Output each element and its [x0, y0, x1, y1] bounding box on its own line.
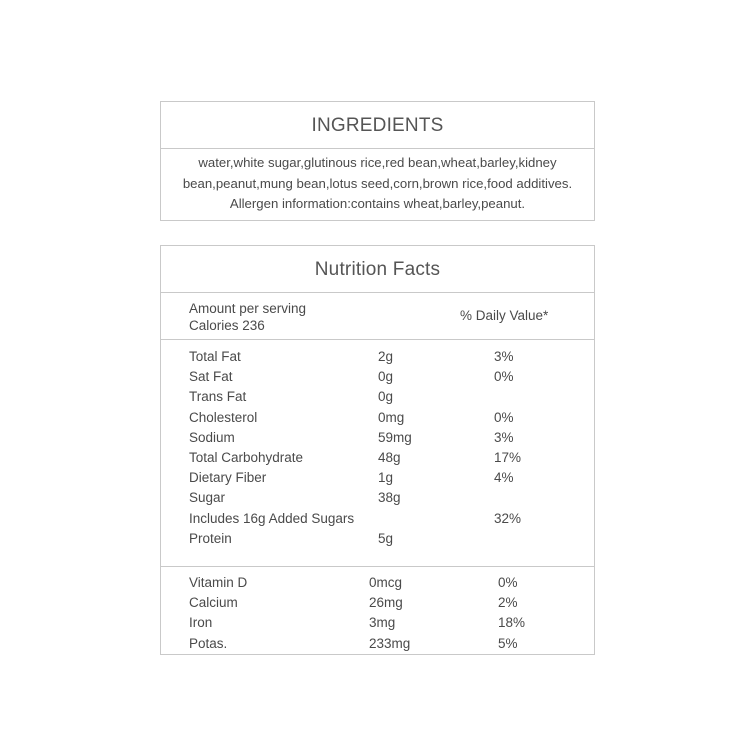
vitamin-daily-value: 2%	[498, 595, 518, 611]
vitamin-name: Iron	[189, 615, 213, 631]
allergen-line: Allergen information:contains wheat,barley,peanut.	[229, 196, 526, 211]
nutrient-row	[161, 428, 594, 448]
nutrient-name: Sat Fat	[189, 369, 233, 385]
nutrition-facts-panel	[160, 245, 595, 655]
vitamin-daily-value: 0%	[498, 575, 518, 590]
vitamin-daily-value: 18%	[498, 615, 526, 631]
nutrition-title: Nutrition Facts	[161, 246, 594, 293]
nutrient-name: Trans Fat	[189, 389, 247, 405]
nutrient-row	[161, 347, 594, 367]
nutrient-row	[161, 387, 594, 407]
nutrient-daily-value: 0%	[494, 409, 514, 425]
nutrient-daily-value: 3%	[494, 429, 514, 445]
nutrient-daily-value: 3%	[494, 349, 514, 364]
nutrient-daily-value: 17%	[494, 450, 522, 465]
vitamin-row	[161, 613, 594, 633]
nutrient-name: Dietary Fiber	[189, 470, 267, 486]
ingredients-text	[161, 149, 594, 215]
nutrient-row	[161, 488, 594, 508]
vitamin-row	[161, 573, 594, 593]
nutrient-name: Sodium	[189, 429, 235, 445]
nutrient-row	[161, 468, 594, 488]
vitamins-table	[161, 567, 594, 655]
nutrient-name: Total Carbohydrate	[189, 450, 304, 465]
vitamin-name: Potas.	[189, 635, 228, 651]
vitamin-name: Calcium	[189, 595, 238, 611]
nutrient-amount: 48g	[378, 450, 401, 465]
vitamin-amount: 0mcg	[369, 575, 403, 590]
nutrient-amount: 2g	[378, 349, 394, 364]
vitamin-daily-value: 5%	[498, 635, 518, 651]
nutrient-name: Total Fat	[189, 349, 241, 364]
nutrient-name: Cholesterol	[189, 409, 258, 425]
nutrient-daily-value: 4%	[494, 470, 514, 486]
nutrient-amount: 59mg	[378, 429, 412, 445]
nutrient-daily-value: 32%	[494, 510, 522, 526]
nutrient-amount: 1g	[378, 470, 394, 486]
nutrient-amount: 38g	[378, 490, 401, 506]
daily-value-header: % Daily Value*	[460, 308, 549, 323]
calories-label: Calories 236	[189, 318, 265, 333]
vitamin-amount: 3mg	[369, 615, 396, 631]
nutrient-amount: 0g	[378, 389, 394, 405]
vitamin-amount: 26mg	[369, 595, 403, 611]
nutrient-amount: 5g	[378, 530, 394, 546]
vitamin-amount: 233mg	[369, 635, 411, 651]
serving-info	[189, 300, 306, 334]
vitamin-row	[161, 634, 594, 654]
nutrient-row	[161, 509, 594, 529]
vitamin-name: Vitamin D	[189, 575, 248, 590]
nutrient-row	[161, 408, 594, 428]
ingredients-panel	[160, 101, 595, 221]
nutrient-daily-value: 0%	[494, 369, 514, 385]
nutrients-table	[161, 340, 594, 567]
ingredients-line: water,white sugar,glutinous rice,red bean,wheat,barley,kidney	[198, 155, 557, 170]
serving-header	[161, 293, 594, 340]
nutrient-name: Protein	[189, 530, 232, 546]
nutrient-row	[161, 529, 594, 549]
nutrient-amount: 0g	[378, 369, 394, 385]
nutrient-name: Includes 16g Added Sugars	[189, 510, 355, 526]
nutrient-name: Sugar	[189, 490, 226, 506]
nutrient-row	[161, 367, 594, 387]
ingredients-line: bean,peanut,mung bean,lotus seed,corn,brown rice,food additives.	[182, 175, 573, 191]
nutrient-amount: 0mg	[378, 409, 405, 425]
vitamin-row	[161, 593, 594, 613]
ingredients-title: INGREDIENTS	[161, 102, 594, 149]
nutrient-row	[161, 448, 594, 468]
serving-label: Amount per serving	[189, 301, 307, 316]
